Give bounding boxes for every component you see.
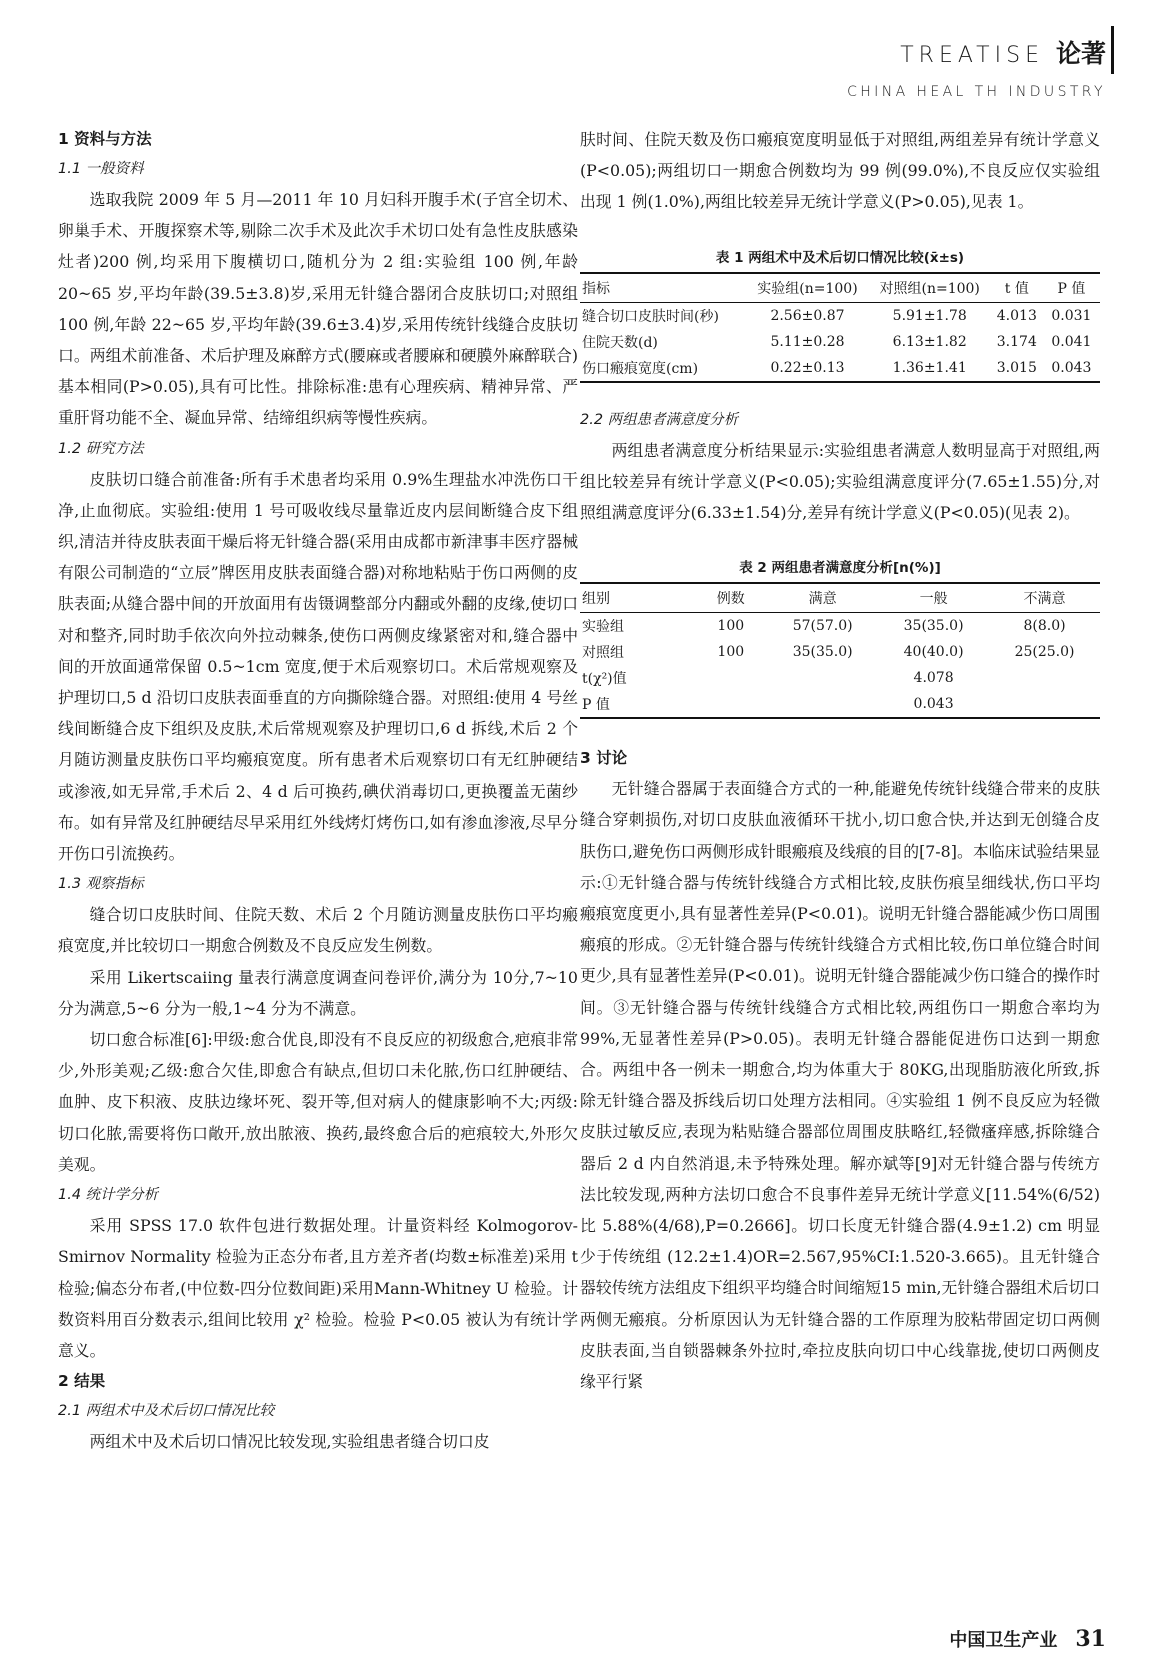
header-journal-en: CHINA HEAL TH INDUSTRY — [847, 84, 1106, 100]
table2-t-label: t(χ²)值 — [582, 671, 627, 688]
paragraph-discussion: 无针缝合器属于表面缝合方式的一种,能避免传统针线缝合带来的皮肤缝合穿刺损伤,对切口皮肤血液循环干扰小,切口愈合快,并达到无创缝合皮肤伤口,避免伤口两侧形成针眼瘢痕及线痕的目的[7-8]。本临床试验结果显示:①无针缝合器与传统针线缝合方式相比较,皮肤伤痕呈细线状,伤口平均瘢痕宽度更小,具有显著性差异(P<0.01)。说明无针缝合器能减少伤口周围瘢痕的形成。②无针缝合器与传统针线缝合方式相比较,伤口单位缝合时间更少,具有显著性差异(P<0.01)。说明无针缝合器能减少伤口缝合的操作时间。③无针缝合器与传统针线缝合方式相比较,两组伤口一期愈合率均为 99%,无显著性差异(P>0.05)。表明无针缝合器能促进伤口达到一期愈合。两组中各一例未一期愈合,均为体重大于 80KG,出现脂肪液化所致,拆除无针缝合器及拆线后切口处理方法相同。④实验组 1 例不良反应为轻微皮肤过敏反应,表现为粘贴缝合器部位周围皮肤略红,轻微瘙痒感,拆除缝合器后 2 d 内自然消退,未予特殊处理。解亦斌等[9]对无针缝合器与传统方法比较发现,两种方法切口愈合不良事件差异无统计学意义[11.54%(6/52)比 5.88%(4/68),P=0.2666]。切口长度无针缝合器(4.9±1.2) cm 明显少于传统组 (12.2±1.4)OR=2.567,95%CI:1.520-3.665)。且无针缝合器较传统方法组皮下组织平均缝合时间缩短15 min,无针缝合器组术后切口两侧无瘢痕。分析原因认为无针缝合器的工作原理为胶粘带固定切口两侧皮肤表面,当自锁器棘条外拉时,牵拉皮肤向切口中心线靠拢,使切口两侧皮缘平行紧 — [580, 779, 1100, 1392]
table-row — [580, 613, 1100, 640]
table1-cell: 缝合切口皮肤时间(秒) — [582, 308, 719, 325]
running-header — [847, 40, 1106, 100]
table1-cell: 3.174 — [996, 333, 1037, 350]
paragraph-satisfaction: 两组患者满意度分析结果显示:实验组患者满意人数明显高于对照组,两组比较差异有统计学意义(P<0.05);实验组满意度评分(7.65±1.55)分,对照组满意度评分(6.33±1.54)分,差异有统计学意义(P<0.05)(见表 2)。 — [580, 440, 1100, 523]
paragraph-research-method: 皮肤切口缝合前准备:所有手术患者均采用 0.9%生理盐水冲洗伤口干净,止血彻底。实验组:使用 1 号可吸收线尽量靠近皮内层间断缝合皮下组织,清洁并待皮肤表面干燥后将无针缝合器(采用由成都市新津事丰医疗器械有限公司制造的“立辰”牌医用皮肤表面缝合器)对称地粘贴于伤口两侧的皮肤表面;从缝合器中间的开放面用有齿镊调整部分内翻或外翻的皮缘,使切口对和整齐,同时助手依次向外拉动棘条,使伤口两侧皮缘紧密对和,缝合器中间的开放面通常保留 0.5~1cm 宽度,便于术后观察切口。术后常规观察及护理切口,5 d 沿切口皮肤表面垂直的方向撕除缝合器。对照组:使用 4 号丝线间断缝合皮下组织及皮肤,术后常规观察及护理切口,6 d 拆线,术后 2 个月随访测量皮肤伤口平均瘢痕宽度。所有患者术后观察切口有无红肿硬结或渗液,如无异常,手术后 2、4 d 后可换药,碘伏消毒切口,更换覆盖无菌纱布。如有异常及红肿硬结尽早采用红外线烤灯烤伤口,如有渗血渗液,尽早分开伤口引流换药。 — [58, 469, 578, 864]
table1-header: P 值 — [1043, 273, 1100, 303]
table2-cell: 35(35.0) — [903, 618, 964, 635]
table1-header: 实验组(n=100) — [746, 273, 868, 303]
table-row — [580, 691, 1100, 718]
subsection-heading-observation: 1.3 观察指标 — [58, 876, 144, 893]
right-column — [580, 124, 1100, 1397]
table-row — [580, 665, 1100, 691]
paragraph-incision-continued: 肤时间、住院天数及伤口瘢痕宽度明显低于对照组,两组差异有统计学意义(P<0.05);两组切口一期愈合例数均为 99 例(99.0%),不良反应仅实验组出现 1 例(1.0%),两组比较差异无统计学意义(P>0.05),见表 1。 — [580, 130, 1100, 212]
table-row — [580, 639, 1100, 665]
subsection-heading-incision: 2.1 两组术中及术后切口情况比较 — [58, 1403, 275, 1420]
table1-cell: 0.043 — [1043, 355, 1100, 382]
footer-journal-name: 中国卫生产业 — [949, 1630, 1058, 1651]
table-row — [580, 302, 1100, 329]
section-heading-discussion: 3 讨论 — [580, 749, 628, 768]
table1-cell: 4.013 — [996, 307, 1037, 324]
table2-cell: 40(40.0) — [903, 644, 964, 661]
table2-header: 组别 — [580, 583, 694, 613]
table1-cell: 2.56±0.87 — [770, 307, 845, 324]
table1-cell: 3.015 — [991, 355, 1043, 382]
page-footer — [949, 1626, 1106, 1652]
table1-cell: 0.22±0.13 — [746, 355, 868, 382]
table1-header-row — [580, 273, 1100, 303]
table1-cell: 住院天数(d) — [582, 334, 658, 351]
table2-header: 满意 — [767, 583, 878, 613]
table2-cell: 实验组 — [582, 619, 624, 636]
table2-header: 一般 — [878, 583, 989, 613]
paragraph-statistics: 采用 SPSS 17.0 软件包进行数据处理。计量资料经 Kolmogorov-Smirnov Normality 检验为正态分布者,且方差齐者(均数±标准差)采用 t 检验;偏态分布者,(中位数-四分位数间距)采用Mann-Whitney U 检验。计数资料用百分数表示,组间比较用 χ² 检验。检验 P<0.05 被认为有统计学意义。 — [58, 1216, 578, 1360]
table2-p-label: P 值 — [580, 691, 694, 718]
section-heading-results: 2 结果 — [58, 1372, 106, 1391]
left-column — [58, 124, 578, 1457]
header-section-en: TREATISE — [900, 43, 1044, 68]
paragraph-incision-comparison: 两组术中及术后切口情况比较发现,实验组患者缝合切口皮 — [89, 1432, 490, 1452]
table2-cell: 8(8.0) — [1023, 618, 1066, 635]
table1-header: t 值 — [991, 273, 1043, 303]
table2-header: 例数 — [694, 583, 767, 613]
paragraph-observation-2: 采用 Likertscaiing 量表行满意度调查问卷评价,满分为 10分,7~10 分为满意,5~6 分为一般,1~4 分为不满意。 — [58, 967, 578, 1018]
table2-p-value: 0.043 — [878, 691, 989, 718]
table1-header: 指标 — [580, 273, 746, 303]
table2 — [580, 582, 1100, 719]
table1-cell: 0.041 — [1051, 333, 1092, 350]
table-row — [580, 329, 1100, 355]
subsection-heading-statistics: 1.4 统计学分析 — [58, 1187, 159, 1204]
table2-cell: 57(57.0) — [792, 618, 853, 635]
table2-cell: 对照组 — [582, 645, 624, 662]
table1-cell: 伤口瘢痕宽度(cm) — [580, 355, 746, 382]
table2-cell: 35(35.0) — [792, 644, 853, 661]
table2-header: 不满意 — [989, 583, 1100, 613]
table1-cell: 5.11±0.28 — [770, 333, 845, 350]
table2-cell: 100 — [717, 644, 745, 661]
section-heading-methods: 1 资料与方法 — [58, 130, 152, 148]
header-divider — [1111, 26, 1114, 74]
table2-caption: 表 2 两组患者满意度分析[n(%)] — [739, 560, 941, 577]
table2-cell: 100 — [717, 618, 745, 635]
paragraph-observation-1: 缝合切口皮肤时间、住院天数、术后 2 个月随访测量皮肤伤口平均瘢痕宽度,并比较切口一期愈合例数及不良反应发生例数。 — [58, 905, 578, 956]
table1-cell: 0.031 — [1051, 307, 1092, 324]
table2-cell: 25(25.0) — [1014, 644, 1075, 661]
paragraph-healing-standard: 切口愈合标准[6]:甲级:愈合优良,即没有不良反应的初级愈合,疤痕非常少,外形美观;乙级:愈合欠佳,即愈合有缺点,但切口未化脓,伤口红肿硬结、血肿、皮下积液、皮肤边缘坏死、裂开等,但对病人的健康影响不大;丙级:切口化脓,需要将伤口敞开,放出脓液、换药,最终愈合后的疤痕较大,外形欠美观。 — [58, 1030, 578, 1174]
paragraph-general-data: 选取我院 2009 年 5 月—2011 年 10 月妇科开腹手术(子宫全切术、卵巢手术、开腹探察术等,剔除二次手术及此次手术切口处有急性皮肤感染灶者)200 例,均采用下腹横切口,随机分为 2 组:实验组 100 例,年龄 20~65 岁,平均年龄(39.5±3.8)岁,采用无针缝合器闭合皮肤切口;对照组 100 例,年龄 22~65 岁,平均年龄(39.6±3.4)岁,采用传统针线缝合皮肤切口。两组术前准备、术后护理及麻醉方式(腰麻或者腰麻和硬膜外麻醉联合)基本相同(P>0.05),具有可比性。排除标准:患有心理疾病、精神异常、严重肝肾功能不全、凝血异常、结缔组织病等慢性疾病。 — [58, 190, 578, 428]
table2-t-value: 4.078 — [913, 670, 954, 687]
table1-cell: 1.36±1.41 — [869, 355, 991, 382]
table1-header: 对照组(n=100) — [869, 273, 991, 303]
table-row — [580, 355, 1100, 382]
table1-cell: 5.91±1.78 — [892, 307, 967, 324]
subsection-heading-general: 1.1 一般资料 — [58, 161, 144, 177]
table1 — [580, 272, 1100, 383]
subsection-heading-research-method: 1.2 研究方法 — [58, 440, 144, 457]
subsection-heading-satisfaction: 2.2 两组患者满意度分析 — [580, 411, 739, 428]
page-number: 31 — [1075, 1626, 1106, 1652]
header-section-cn: 论著 — [1055, 39, 1106, 68]
table2-header-row — [580, 583, 1100, 613]
table1-caption: 表 1 两组术中及术后切口情况比较(x̄±s) — [715, 249, 965, 266]
table1-cell: 6.13±1.82 — [892, 333, 967, 350]
